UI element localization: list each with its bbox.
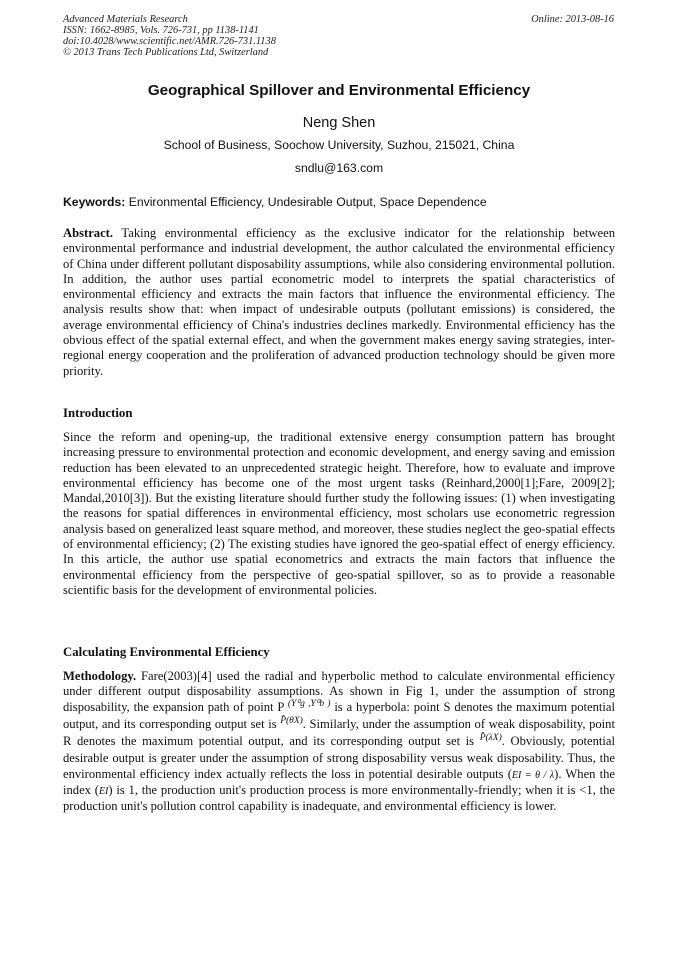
keywords-label: Keywords: [63,195,126,209]
math-ei-index: EI [98,786,109,798]
math-output-set-r: P̂(λX) [479,733,502,744]
abstract [63,226,615,379]
methodology-text-5: ). When the index ( [63,766,615,798]
methodology-text-3: . Similarly, under the assumption of weak disposability, point R denotes the maximum potential output, and its corresponding output set is [63,716,615,749]
journal-header [63,14,276,58]
abstract-text: Taking environmental efficiency as the exclusive indicator for the relationship between environmental performance and industrial development, the author calculated the environmental efficiency of China under different pollutant disposability assumptions, while also considering environmental pollution. In addition, the author uses partial econometric model to interprets the spatial characteristics of environmental efficiency and extracts the main factors that influence the environmental efficiency. The analysis results show that: when impact of undesirable outputs (pollutant emissions) is considered, the average environmental efficiency of China's industries declines markedly. Environmental efficiency has the obvious effect of the spatial external effect, and when the government makes energy saving strategies, inter-regional energy cooperation and the proliferation of advanced production technology should be given more priority. [63,226,616,378]
issn-line: ISSN: 1662-8985, Vols. 726-731, pp 1138-1141 [63,25,259,36]
keywords-text: Environmental Efficiency, Undesirable Output, Space Dependence [128,195,487,209]
introduction-heading: Introduction [63,406,133,420]
abstract-label: Abstract. [63,226,114,240]
methodology-paragraph [63,669,615,815]
author-name: Neng Shen [302,115,376,131]
doi-line: doi:10.4028/www.scientific.net/AMR.726-731.1138 [63,36,276,47]
copyright-line: © 2013 Trans Tech Publications Ltd, Switzerland [63,47,269,58]
author-email[interactable]: sndlu@163.com [294,161,384,175]
math-output-set-s: P̂(θX) [280,715,303,726]
journal-name: Advanced Materials Research [63,14,188,25]
methodology-text-6: ) is 1, the production unit's production process is more environmentally-friendly; when it is <1, the production unit's pollution control capability is inadequate, and environmental efficiency is lower. [63,783,615,814]
methodology-text-1: Fare(2003)[4] used the radial and hyperbolic method to calculate environmental efficiency under different output disposability assumptions. As shown in Fig 1, under the assumption of strong disposability, the expansion path of point P [63,669,615,714]
methodology-text-2: is a hyperbola: point S denotes the maximum potential output, and its corresponding output set is [63,699,615,731]
introduction-text: Since the reform and opening-up, the traditional extensive energy consumption pattern has brought increasing pressure to environmental protection and economic development, and energy saving and emission reduction has been elevated to an unprecedented strategic height. Therefore, how to evaluate and improve environmental efficiency has become one of the most urgent tasks (Reinhard,2000[1];Fare, 2009[2]; Mandal,2010[3]). But the existing literature should further study the following issues: (1) when investigating the reasons for spatial differences in environmental efficiency, most scholars use econometric regression analysis based on generalized least square method, and moreover, these studies neglect the geo-spatial effects of environmental efficiency; (2) The existing studies have ignored the geo-spatial effect of energy efficiency. In this article, the author use spatial econometrics and extracts the main factors that influence the environmental efficiency from the perspective of geo-spatial spillover, so as to provide a reasonable scientific basis for the development of environmental policies. [63,430,615,597]
math-ei-formula: EI = θ / λ [511,769,555,781]
keywords [63,195,615,209]
author-affiliation: School of Business, Soochow University, Suzhou, 215021, China [163,138,515,152]
methodology-label: Methodology. [63,669,137,683]
paper-title: Geographical Spillover and Environmental Efficiency [147,82,531,99]
math-point-p: (Y⁰g ,Y⁰b ) [287,698,331,709]
online-date: Online: 2013-08-16 [531,14,614,25]
methodology-text-4: . Obviously, potential desirable output is greater under the assumption of strong disposability versus weak disposability. Thus, the environmental efficiency index actually reflects the loss in potential desirable outputs ( [63,734,615,781]
calculating-heading: Calculating Environmental Efficiency [63,645,270,659]
